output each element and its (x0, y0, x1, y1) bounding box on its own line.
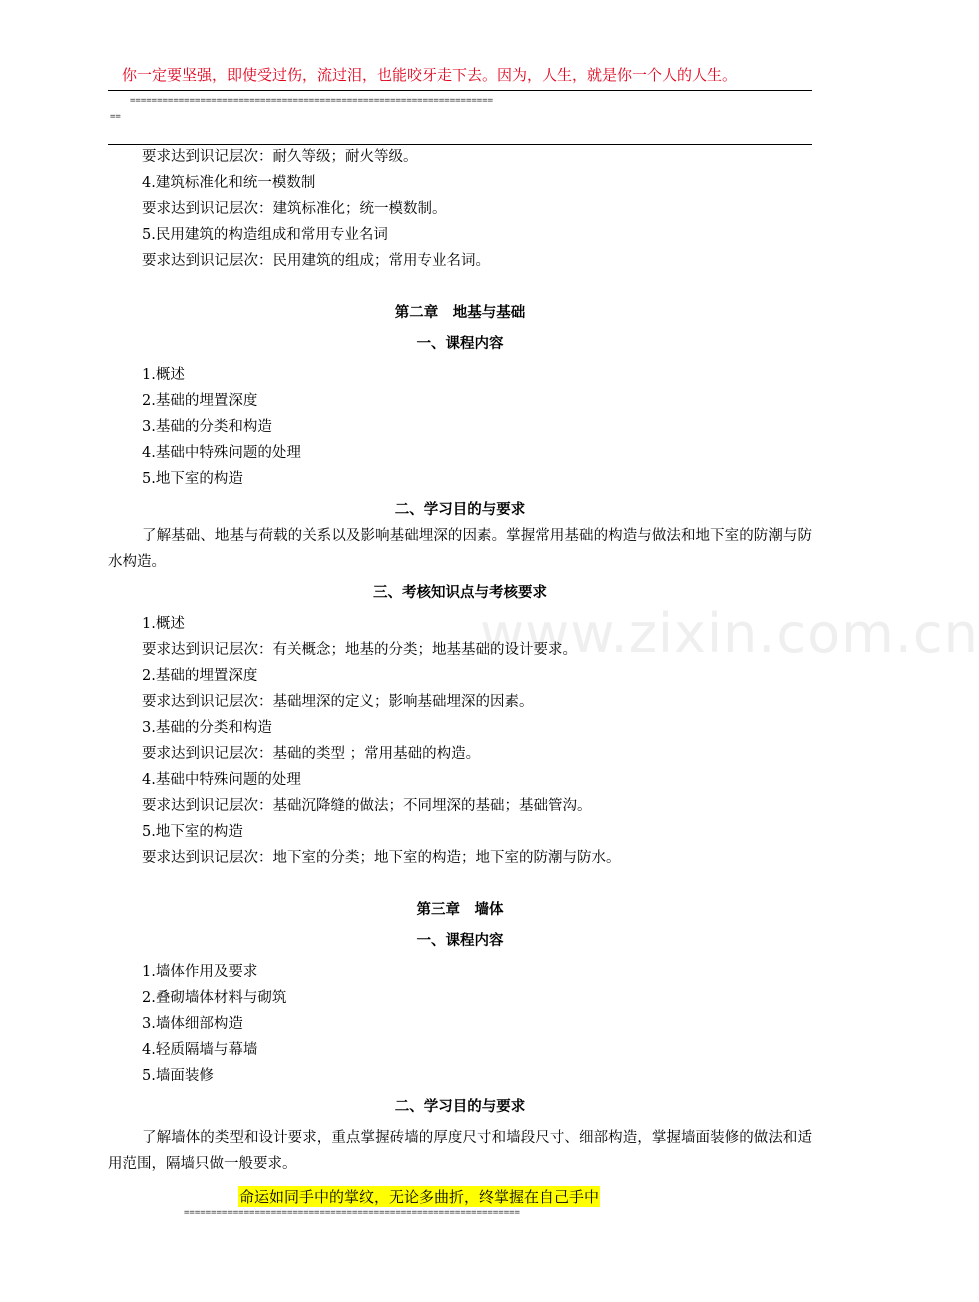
list-item: 3.墙体细部构造 (142, 1016, 243, 1032)
ch1-line: 要求达到识记层次：建筑标准化；统一模数制。 (142, 201, 447, 217)
header-equals-line-wrap: == (110, 112, 121, 122)
list-item: 2.基础的埋置深度 (142, 393, 258, 409)
list-item: 4.轻质隔墙与幕墙 (142, 1042, 258, 1058)
ch2-section1-title: 一、课程内容 (416, 336, 504, 352)
list-item: 1.概述 (142, 616, 185, 632)
ch2-section3-title: 三、考核知识点与考核要求 (373, 585, 547, 601)
ch3-section2-paragraph: 了解墙体的类型和设计要求，重点掌握砖墙的厚度尺寸和墙段尺寸、细部构造，掌握墙面装修的做法和适用范围，隔墙只做一般要求。 (108, 1130, 812, 1172)
list-item: 5.地下室的构造 (142, 471, 243, 487)
list-item: 要求达到识记层次：地下室的分类；地下室的构造；地下室的防潮与防水。 (142, 850, 621, 866)
header-rule-top (108, 90, 812, 91)
list-item: 要求达到识记层次：基础沉降缝的做法；不同埋深的基础；基础管沟。 (142, 798, 592, 814)
chapter2-title: 第二章 地基与基础 (394, 305, 526, 321)
list-item: 要求达到识记层次：基础埋深的定义；影响基础埋深的因素。 (142, 694, 534, 710)
list-item: 5.地下室的构造 (142, 824, 243, 840)
list-item: 1.概述 (142, 367, 185, 383)
chapter3-title: 第三章 墙体 (416, 902, 504, 918)
watermark: www.zixin.com.cn (480, 602, 979, 665)
list-item: 3.基础的分类和构造 (142, 720, 272, 736)
ch3-section1-list (108, 959, 812, 1089)
list-item: 3.基础的分类和构造 (142, 419, 272, 435)
ch1-line: 5.民用建筑的构造组成和常用专业名词 (142, 227, 388, 243)
list-item: 2.基础的埋置深度 (142, 668, 258, 684)
ch1-line: 要求达到识记层次：民用建筑的组成；常用专业名词。 (142, 253, 490, 269)
list-item: 4.基础中特殊问题的处理 (142, 772, 301, 788)
ch2-section2-title: 二、学习目的与要求 (394, 502, 526, 518)
header-quote: 你一定要坚强，即使受过伤，流过泪，也能咬牙走下去。因为，人生，就是你一个人的人生。 (122, 66, 738, 84)
document-body (108, 144, 812, 1177)
footer-quote: 命运如同手中的掌纹，无论多曲折，终掌握在自己手中 (239, 1188, 600, 1206)
ch1-line: 4.建筑标准化和统一模数制 (142, 175, 316, 191)
ch3-section2-title: 二、学习目的与要求 (394, 1099, 526, 1115)
ch2-section3-list (108, 611, 812, 871)
list-item: 1.墙体作用及要求 (142, 964, 258, 980)
ch3-section1-title: 一、课程内容 (416, 933, 504, 949)
list-item: 要求达到识记层次：有关概念；地基的分类；地基基础的设计要求。 (142, 642, 577, 658)
list-item: 要求达到识记层次：基础的类型 ；常用基础的构造。 (142, 746, 481, 762)
ch2-section1-list (108, 362, 812, 492)
ch1-line: 要求达到识记层次：耐久等级；耐火等级。 (142, 149, 418, 165)
chapter1-tail (108, 144, 812, 274)
ch2-section2-paragraph: 了解基础、地基与荷载的关系以及影响基础埋深的因素。掌握常用基础的构造与做法和地下室的防潮与防水构造。 (108, 528, 812, 570)
footer-equals-line: ============================================================== (184, 1208, 520, 1218)
list-item: 5.墙面装修 (142, 1068, 214, 1084)
list-item: 2.叠砌墙体材料与砌筑 (142, 990, 287, 1006)
list-item: 4.基础中特殊问题的处理 (142, 445, 301, 461)
header-equals-line: =================================================================== (130, 96, 494, 106)
